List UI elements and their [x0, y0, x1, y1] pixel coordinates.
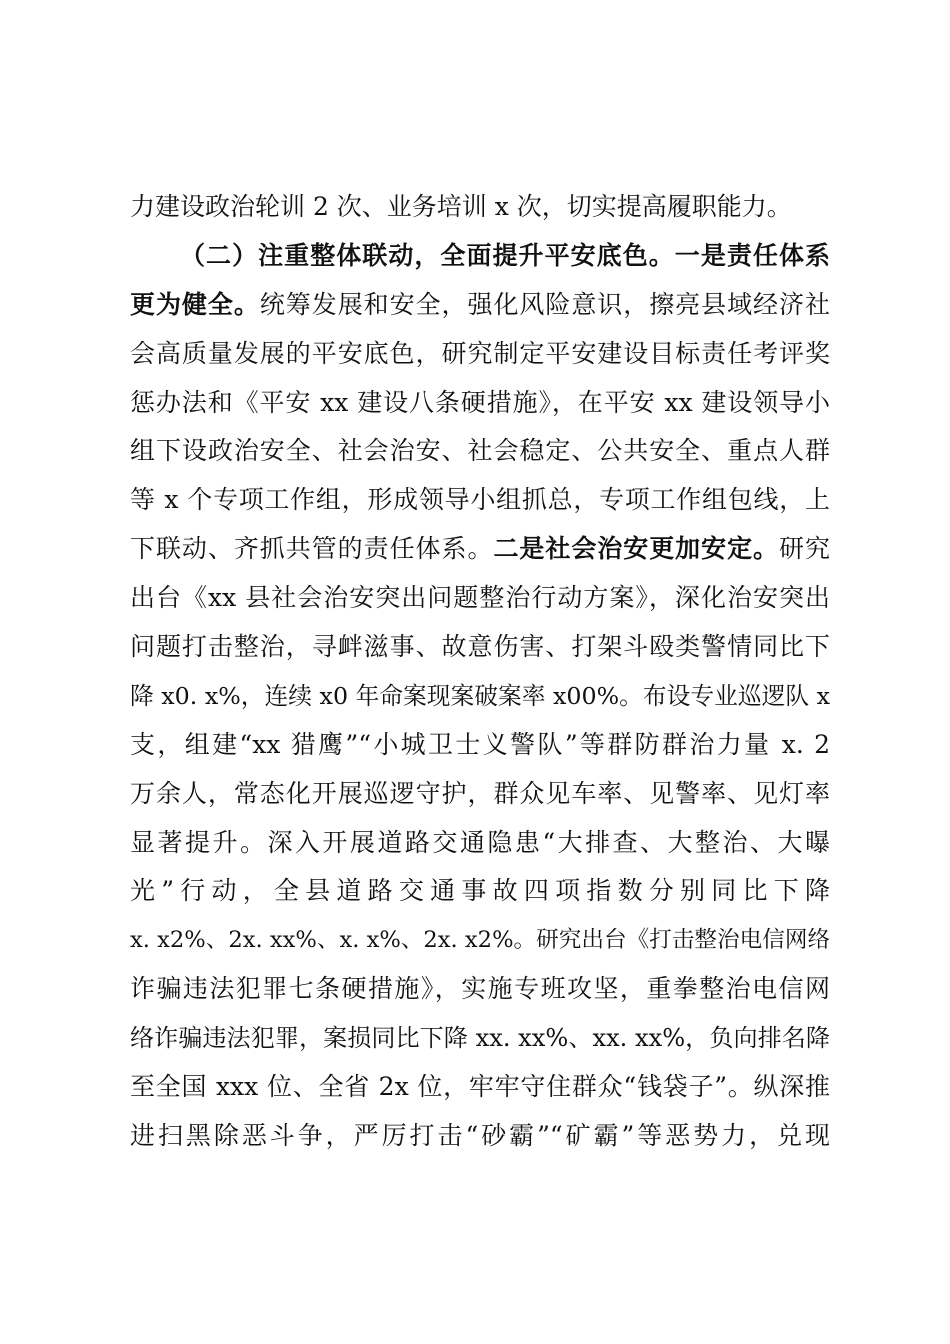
bold-heading-text: 二是社会治安更加安定。 [493, 534, 780, 564]
text-line [130, 1112, 830, 1161]
text-line [130, 476, 830, 525]
text-line [130, 183, 830, 232]
paragraph-text: 万余人，常态化开展巡逻守护，群众见车率、见警率、见灯率 [130, 778, 830, 808]
text-line [130, 623, 830, 672]
paragraph-text: 会高质量发展的平安底色，研究制定平安建设目标责任考评奖 [130, 338, 830, 368]
bold-heading-text: 更为健全。 [130, 289, 260, 319]
paragraph-text: 降 x0. x%，连续 x0 年命案现案破案率 x00%。布设专业巡逻队 x [130, 681, 830, 710]
paragraph-text: 进扫黑除恶斗争，严厉打击“砂霸”“矿霸”等恶势力，兑现 [130, 1120, 830, 1150]
paragraph-text: x. x2%、2x. xx%、x. x%、2x. x2%。研究出台《打击整治电信网络 [130, 927, 830, 954]
paragraph-text: 问题打击整治，寻衅滋事、故意伤害、打架斗殴类警情同比下 [130, 632, 830, 662]
paragraph-text: 显著提升。深入开展道路交通隐患“大排查、大整治、大曝 [130, 827, 830, 857]
text-line [130, 721, 830, 770]
text-line [130, 574, 830, 623]
text-line [130, 770, 830, 819]
paragraph-text: 诈骗违法犯罪七条硬措施》，实施专班攻坚，重拳整治电信网 [130, 974, 830, 1004]
paragraph-text: 下联动、齐抓共管的责任体系。 [130, 534, 494, 564]
text-line [130, 867, 830, 916]
text-line [130, 819, 830, 868]
paragraph-text: 出台《xx 县社会治安突出问题整治行动方案》，深化治安突出 [130, 583, 830, 613]
paragraph-text: 等 x 个专项工作组，形成领导小组抓总，专项工作组包线，上 [130, 485, 830, 515]
paragraph-text: 组下设政治安全、社会治安、社会稳定、公共安全、重点人群 [130, 436, 830, 466]
text-line [130, 330, 830, 379]
paragraph-text: 至全国 xxx 位、全省 2x 位，牢牢守住群众“钱袋子”。纵深推 [130, 1072, 830, 1102]
text-line [130, 281, 830, 330]
bold-heading-text: （二）注重整体联动，全面提升平安底色。一是责任体系 [180, 240, 830, 270]
text-line [130, 1014, 830, 1063]
body-text [130, 183, 830, 1161]
text-line [130, 379, 830, 428]
text-line [130, 672, 830, 721]
paragraph-text: 络诈骗违法犯罪，案损同比下降 xx. xx%、xx. xx%，负向排名降 [130, 1024, 830, 1053]
text-line [130, 916, 830, 965]
paragraph-text: 研究 [779, 534, 830, 564]
text-line [130, 1063, 830, 1112]
paragraph-text: 力建设政治轮训 2 次、业务培训 x 次，切实提高履职能力。 [130, 192, 792, 221]
text-line [130, 525, 830, 574]
text-line [130, 965, 830, 1014]
text-line [130, 232, 830, 281]
paragraph-text: 惩办法和《平安 xx 建设八条硬措施》，在平安 xx 建设领导小 [130, 387, 830, 417]
paragraph-text: 光”行动，全县道路交通事故四项指数分别同比下降 [130, 876, 830, 906]
paragraph-text: 统筹发展和安全，强化风险意识，擦亮县域经济社 [259, 289, 830, 319]
paragraph-text: 支，组建“xx 猎鹰”“小城卫士义警队”等群防群治力量 x. 2 [130, 729, 830, 759]
text-line [130, 427, 830, 476]
